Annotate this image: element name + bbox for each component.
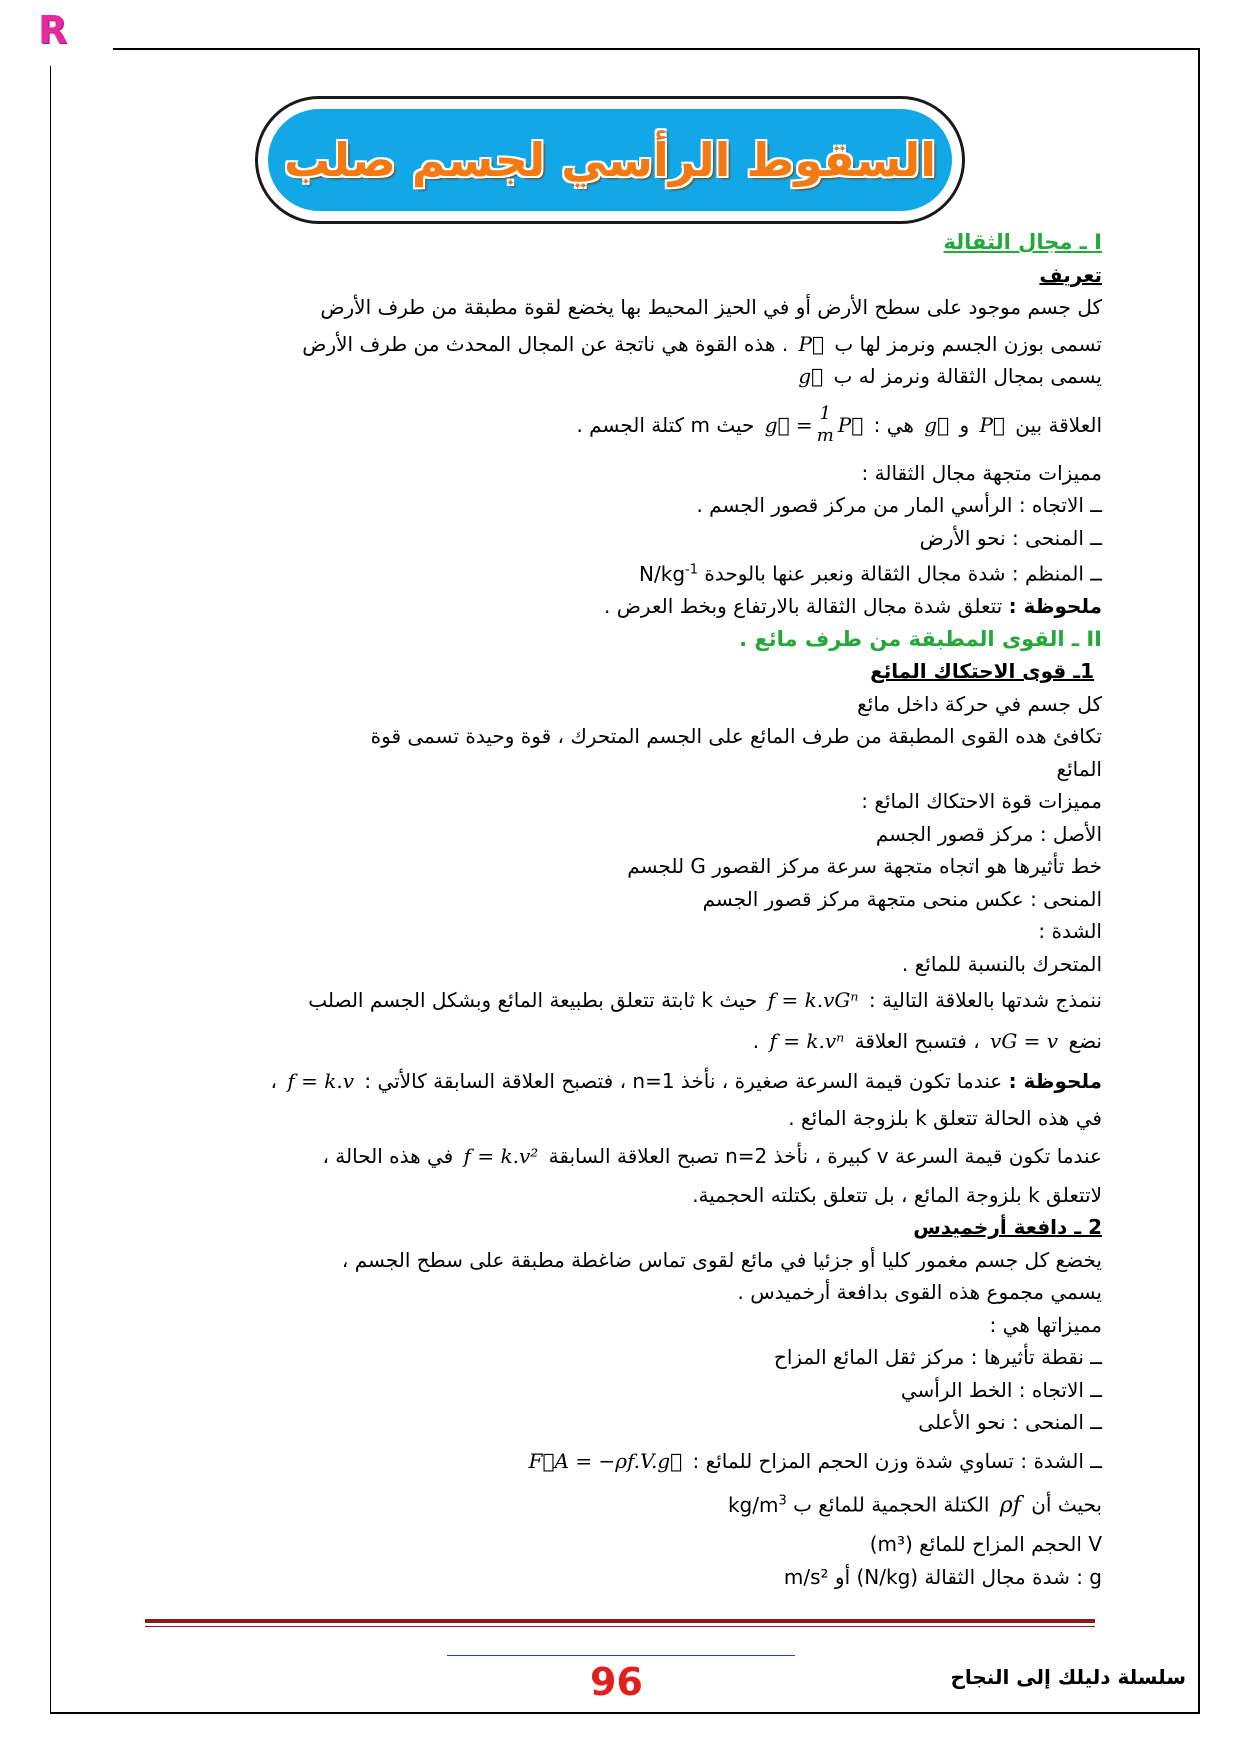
relation-line [127, 399, 1102, 451]
density-symbol: ρf [999, 1492, 1021, 1518]
gravity-formula [761, 399, 867, 451]
frame-bottom-border [50, 1712, 1200, 1714]
text-line: المنحى : عكس منحى متجهة مركز قصور الجسم [702, 886, 1102, 911]
text-fragment: يسمى بمجال الثقالة ونرمز له ب [833, 364, 1102, 388]
fraction-numerator: 1 [819, 402, 831, 424]
note-line [127, 590, 1102, 623]
text-fragment: نضع [1068, 1028, 1102, 1053]
page-number: 96 [590, 1660, 643, 1704]
text-fragment: عندما تكون قيمة السرعة v كبيرة ، نأخذ n=2 تصبح العلاقة السابقة [548, 1144, 1102, 1169]
text-fragment: ، فتسبح العلاقة [854, 1028, 980, 1053]
document-body [127, 226, 1102, 1593]
text-line: كل جسم في حركة داخل مائع [857, 691, 1102, 716]
unit [639, 562, 698, 586]
text-line [127, 360, 1102, 393]
text-fragment: ننمذج شدتها بالعلاقة التالية : [868, 988, 1102, 1013]
gravity-vector-symbol: g⃗ [798, 364, 824, 388]
unit: m/s² [783, 1564, 829, 1589]
text-fragment: حيث k ثابتة تتعلق بطبيعة المائع وبشكل الجسم الصلب [308, 988, 758, 1013]
subsection-heading-archimedes: 2 ـ دافعة أرخميدس [913, 1215, 1102, 1240]
note-line [127, 1065, 1102, 1098]
text-line: الأصل : مركز قصور الجسم [875, 821, 1102, 846]
friction-formula: f = k.vGⁿ [767, 988, 859, 1013]
text-fragment: تتعلق شدة مجال الثقالة بالارتفاع وبخط العرض . [604, 594, 1003, 619]
footer-link-underline [447, 1655, 795, 1656]
text-line: خط تأثيرها هو اتجاه متجهة سرعة مركز القصور G للجسم [627, 854, 1102, 879]
text-line: مميزات متجهة مجال الثقالة : [861, 460, 1102, 485]
unit-exponent: 3 [778, 1493, 787, 1509]
list-item [127, 554, 1102, 590]
unit-exponent: -1 [685, 562, 698, 577]
page-title: السقوط الرأسي لجسم صلب [283, 133, 937, 187]
title-banner-inner [268, 109, 952, 211]
text-fragment: بحيث أن [1031, 1492, 1102, 1517]
archimedes-formula: F⃗A = −ρf.V.g⃗ [528, 1448, 683, 1473]
footer-divider [145, 1619, 1095, 1623]
weight-vector-symbol: P⃗ [798, 331, 824, 356]
formula-fraction [817, 403, 834, 447]
list-item: ــ الاتجاه : الخط الرأسي [900, 1377, 1102, 1402]
unit-base: kg/m [727, 1492, 779, 1517]
text-line [127, 1025, 1102, 1058]
text-line: في هذه الحالة تتعلق k بلزوجة المائع . [788, 1105, 1102, 1130]
subsection-heading-fluid-friction: 1ـ قوى الاحتكاك المائع [870, 659, 1094, 684]
unit-base: N/kg [639, 561, 686, 586]
text-line: مميزات قوة الاحتكاك المائع : [861, 789, 1102, 814]
series-title: سلسلة دليلك إلى النجاح [950, 1665, 1186, 1689]
formula-lhs: g⃗ = [764, 412, 813, 437]
text-fragment: تسمى بوزن الجسم ونرمز لها ب [834, 331, 1102, 356]
list-item [127, 1445, 1102, 1478]
friction-formula-quadratic: f = k.v² [463, 1144, 539, 1169]
text-line [127, 1561, 1102, 1594]
text-fragment: g : شدة مجال الثقالة (N/kg) أو [834, 1564, 1102, 1589]
frame-right-border [1198, 48, 1200, 1713]
title-banner [255, 96, 965, 224]
text-fragment: ــ المنظم : شدة مجال الثقالة ونعبر عنها بالوحدة [704, 561, 1102, 586]
weight-vector-symbol: P⃗ [979, 412, 1005, 437]
frame-left-border [50, 66, 51, 1713]
list-item: ــ المنحى : نحو الأعلى [918, 1410, 1102, 1435]
list-item: ــ المنحى : نحو الأرض [919, 525, 1102, 550]
list-item: ــ نقطة تأثيرها : مركز ثقل المائع المزاح [773, 1345, 1102, 1370]
velocity-formula: vG = v [990, 1028, 1059, 1053]
text-line: المتحرك بالنسبة للمائع . [901, 951, 1102, 976]
text-line [127, 1528, 1102, 1561]
section-heading-fluid-forces: II ـ القوى المطبقة من طرف مائع . [739, 626, 1102, 651]
friction-formula: f = k.vⁿ [769, 1028, 845, 1053]
text-fragment: هي : [873, 412, 914, 437]
text-line: تكافئ هده القوى المطبقة من طرف المائع على الجسم المتحرك ، قوة وحيدة تسمى قوة [370, 724, 1102, 749]
text-line [127, 984, 1102, 1017]
text-line: يسمي مجموع هذه القوى بدافعة أرخميدس . [737, 1280, 1102, 1305]
fraction-denominator: m [816, 424, 834, 446]
unit: (m³) [869, 1532, 913, 1557]
text-line: يخضع كل جسم مغمور كليا أو جزئيا في مائع لقوى تماس ضاغطة مطبقة على سطح الجسم ، [341, 1247, 1102, 1272]
text-line [127, 1140, 1102, 1173]
text-fragment: حيث m كتلة الجسم . [576, 412, 755, 437]
text-fragment: عندما تكون قيمة السرعة صغيرة ، نأخذ n=1 ، فتصبح العلاقة السابقة كالأتي : [364, 1069, 1003, 1094]
unit [728, 1493, 787, 1517]
text-fragment: ، [270, 1069, 278, 1094]
weight-vector-symbol: P⃗ [837, 412, 864, 437]
note-label: ملحوظة : [1008, 594, 1102, 619]
logo: R [38, 8, 68, 52]
text-fragment: . [752, 1028, 760, 1053]
definition-heading: تعريف [1039, 262, 1102, 287]
text-line [127, 1485, 1102, 1522]
text-fragment: V الحجم المزاح للمائع [919, 1532, 1102, 1557]
text-fragment: في هذه الحالة ، [322, 1144, 454, 1169]
text-line: مميزاتها هي : [989, 1312, 1102, 1337]
text-line: المائع [1056, 756, 1102, 781]
text-line [127, 328, 1102, 361]
text-fragment: . هذه القوة هي ناتجة عن المجال المحدث من طرف الأرض [302, 331, 789, 356]
section-heading-gravity-field: I ـ مجال الثقالة [943, 230, 1102, 254]
text-line: الشدة : [1038, 919, 1102, 944]
text-line: كل جسم موجود على سطح الأرض أو في الحيز المحيط بها يخضع لقوة مطبقة من طرف الأرض [320, 295, 1102, 319]
list-item: ــ الاتجاه : الرأسي المار من مركز قصور الجسم . [696, 493, 1102, 517]
frame-top-border [113, 48, 1198, 50]
footer-divider-thin [145, 1626, 1095, 1627]
gravity-vector-symbol: g⃗ [924, 412, 950, 437]
text-line: لاتتعلق k بلزوجة المائع ، بل تتعلق بكتلته الحجمية. [692, 1182, 1102, 1207]
text-fragment: الكتلة الحجمية للمائع ب [793, 1492, 990, 1517]
friction-formula-linear: f = k.v [287, 1069, 355, 1094]
text-fragment: ــ الشدة : تساوي شدة وزن الحجم المزاح للمائع : [692, 1448, 1102, 1473]
text-fragment: و [959, 412, 970, 437]
note-label: ملحوظة : [1008, 1069, 1102, 1094]
text-fragment: العلاقة بين [1015, 412, 1102, 437]
